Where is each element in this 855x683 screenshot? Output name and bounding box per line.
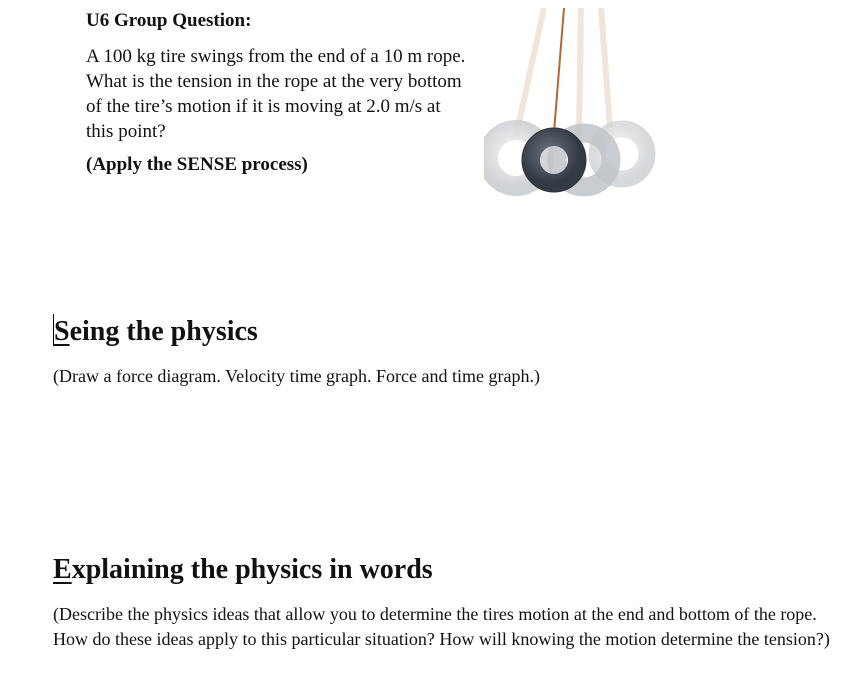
seeing-physics-heading	[53, 314, 258, 349]
explaining-physics-heading	[53, 553, 433, 587]
seeing-heading-first-letter: S	[54, 316, 70, 347]
explaining-heading-first-letter: E	[53, 554, 72, 585]
question-title: U6 Group Question:	[86, 10, 252, 31]
pendulum-illustration	[484, 8, 664, 203]
explaining-physics-instructions: (Describe the physics ideas that allow you to determine the tires motion at the end and bottom of the rope. How do these ideas apply to this particular situation? How will knowing the motion determine the tension?)	[53, 604, 830, 649]
sense-process-note: (Apply the SENSE process)	[86, 154, 308, 175]
seeing-heading-rest: eing the physics	[69, 316, 258, 347]
question-block	[86, 8, 471, 178]
swinging-tire-pendulum-icon	[484, 8, 664, 203]
explaining-heading-rest: xplaining the physics in words	[71, 554, 433, 585]
question-body: A 100 kg tire swings from the end of a 10 m rope. What is the tension in the rope at the very bottom of the tire’s motion if it is moving at 2.0 m/s at this point?	[86, 46, 466, 142]
seeing-physics-instructions: (Draw a force diagram. Velocity time graph. Force and time graph.)	[53, 366, 540, 386]
